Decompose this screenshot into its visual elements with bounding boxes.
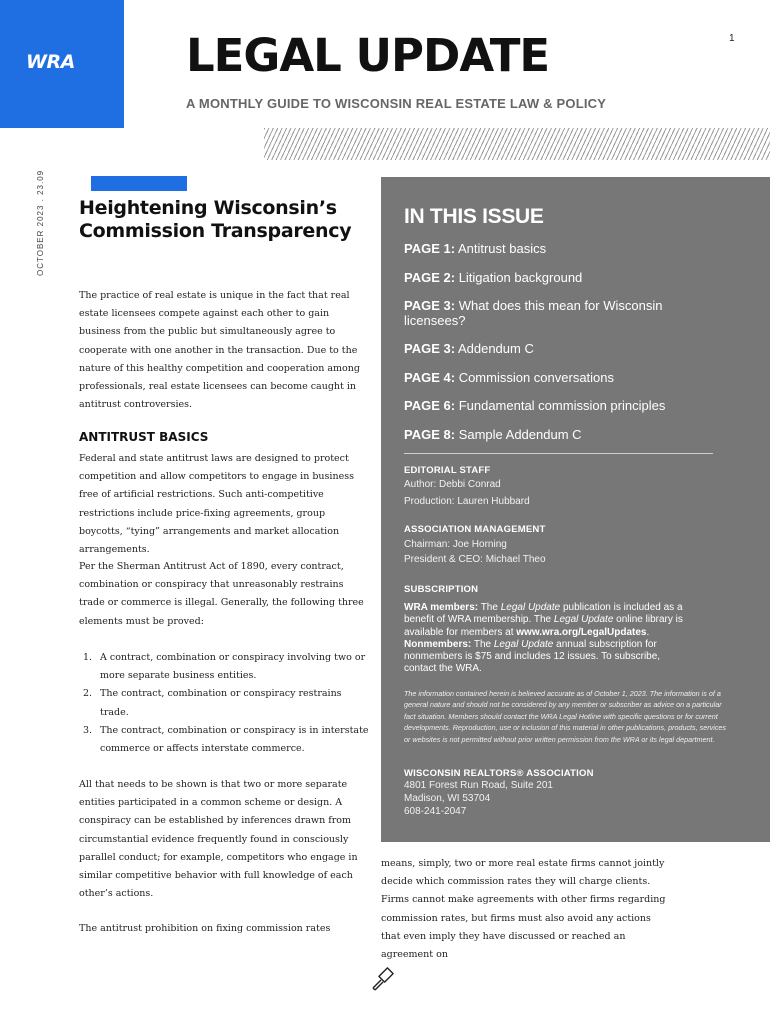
list-number: 1. bbox=[83, 652, 93, 663]
toc-item[interactable] bbox=[404, 427, 694, 442]
divider bbox=[404, 453, 713, 454]
members-label: WRA members: bbox=[404, 602, 479, 613]
nonmembers-text: annual subscription for nonmembers is $75 and includes 12 issues. To subscribe, contact the WRA. bbox=[404, 638, 661, 675]
list-text: The contract, combination or conspiracy is in interstate commerce or affects interstate commerce. bbox=[100, 724, 369, 755]
toc-label: Sample Addendum C bbox=[458, 427, 582, 442]
gavel-icon bbox=[370, 966, 398, 994]
address-line-2: Madison, WI 53704 bbox=[404, 793, 491, 804]
toc-label: What does this mean for Wisconsin licensees? bbox=[404, 298, 663, 328]
publication-name: Legal Update bbox=[553, 614, 614, 626]
publication-name: Legal Update bbox=[500, 602, 561, 613]
sherman-paragraph: Per the Sherman Antitrust Act of 1890, every contract, combination or conspiracy that unreasonably restrains trade or commerce is illegal. Generally, the following three elements must be proved: bbox=[79, 561, 364, 627]
toc-page: PAGE 3: bbox=[404, 298, 456, 313]
list-text: The contract, combination or conspiracy restrains trade. bbox=[100, 688, 342, 718]
toc-label: Fundamental commission principles bbox=[458, 398, 666, 413]
toc-label: Antitrust basics bbox=[457, 241, 547, 256]
association-heading: ASSOCIATION MANAGEMENT bbox=[404, 524, 546, 535]
president-line: President & CEO: Michael Theo bbox=[404, 554, 546, 565]
publication-name: Legal Update bbox=[493, 638, 554, 650]
members-text: publication is included as a benefit of WRA membership. The bbox=[404, 602, 683, 626]
evidence-paragraph: All that needs to be shown is that two or more separate entities participated in a common scheme or design. A conspiracy can be established by inferences drawn from circumstantial evidence frequently found in consciously parallel conduct; for example, competitors who engage in similar competitive behavior with full knowledge of each other’s actions. bbox=[79, 779, 358, 900]
toc-label: Litigation background bbox=[458, 270, 583, 285]
chairman-line: Chairman: Joe Horning bbox=[404, 539, 507, 550]
toc-page: PAGE 4: bbox=[404, 370, 456, 385]
logo-block bbox=[0, 0, 124, 128]
author-line: Author: Debbi Conrad bbox=[404, 479, 501, 490]
toc-item[interactable] bbox=[404, 241, 694, 256]
toc-item[interactable] bbox=[404, 341, 694, 356]
article-title: Heightening Wisconsin’s Commission Transparency bbox=[79, 197, 352, 242]
masthead-subtitle: A MONTHLY GUIDE TO WISCONSIN REAL ESTATE LAW & POLICY bbox=[186, 96, 607, 111]
toc-page: PAGE 3: bbox=[404, 341, 456, 356]
hatch-divider bbox=[264, 128, 770, 160]
members-text: The bbox=[480, 602, 498, 613]
continuation-paragraph: means, simply, two or more real estate firms cannot jointly decide which commission rates they will charge clients. Firms cannot make agreements with other firms regarding commission rates, but firms must also avoid any actions that even imply they have discussed or reached an agreement on bbox=[381, 858, 666, 961]
elements-list bbox=[79, 649, 369, 758]
toc-item[interactable] bbox=[404, 298, 694, 328]
toc-page: PAGE 1: bbox=[404, 241, 456, 256]
page-number: 1 bbox=[729, 33, 735, 44]
nonmembers-label: Nonmembers: bbox=[404, 638, 472, 650]
production-line: Production: Lauren Hubbard bbox=[404, 496, 530, 507]
subscription-heading: SUBSCRIPTION bbox=[404, 584, 479, 595]
list-text: A contract, combination or conspiracy involving two or more separate business entities. bbox=[100, 652, 366, 682]
issue-date: OCTOBER 2023 . 23.09 bbox=[36, 169, 45, 276]
list-number: 2. bbox=[83, 688, 93, 700]
members-text: online library is available for members at bbox=[404, 614, 683, 638]
toc-item[interactable] bbox=[404, 270, 694, 285]
toc-page: PAGE 8: bbox=[404, 427, 456, 442]
toc-item[interactable] bbox=[404, 398, 694, 413]
masthead-title: LEGAL UPDATE bbox=[186, 29, 550, 82]
fixing-paragraph: The antitrust prohibition on fixing commission rates bbox=[79, 923, 331, 934]
antitrust-paragraph: Federal and state antitrust laws are designed to protect competition and allow competitors to engage in business free of artificial restrictions. Such anti-competitive restrictions include price-fixing agreements, group boycotts, “tying” arrangements and market allocation arrangements. bbox=[79, 453, 354, 556]
toc-page: PAGE 6: bbox=[404, 398, 456, 413]
org-name: WISCONSIN REALTORS® ASSOCIATION bbox=[404, 768, 594, 779]
legal-updates-link[interactable]: www.wra.org/LegalUpdates bbox=[516, 626, 647, 638]
list-number: 3. bbox=[83, 724, 93, 736]
wra-logo: WRA bbox=[26, 51, 75, 73]
editorial-heading: EDITORIAL STAFF bbox=[404, 465, 491, 476]
nonmembers-text: The bbox=[473, 638, 492, 650]
sidebar-title: IN THIS ISSUE bbox=[404, 205, 544, 228]
disclaimer: The information contained herein is believed accurate as of October 1, 2023. The information is of a general nature and should not be considered by any member or subscriber as advice on a particular fact situation. Members should contact the WRA Legal Hotline with specific questions or for current developments. Reproduction, use or inclusion of this material in other publications, products, services or websites is not permitted without prior written permission from the WRA or its legal department. bbox=[404, 689, 727, 744]
phone: 608-241-2047 bbox=[404, 806, 467, 817]
intro-paragraph: The practice of real estate is unique in the fact that real estate licensees compete against each other to gain business from the public but simultaneously agree to cooperate with one another in the transaction. Due to the nature of this healthy competition and cooperation among professionals, real estate licensees can become caught in antitrust controversies. bbox=[79, 290, 360, 411]
list-item bbox=[79, 649, 369, 685]
subscription-text: WRA members: The Legal Update publication is included as a benefit of WRA membership. The Legal Update online library is available for members at www.wra.org/LegalUpdates. Nonmembers: The Legal Update annual subscription for nonmembers is $75 and includes 12 issues. To subscribe, contact the WRA. bbox=[404, 602, 683, 675]
list-item bbox=[79, 722, 369, 758]
in-this-issue-sidebar bbox=[381, 177, 770, 842]
toc-item[interactable] bbox=[404, 370, 694, 385]
address-line-1: 4801 Forest Run Road, Suite 201 bbox=[404, 780, 553, 791]
list-item bbox=[79, 685, 369, 721]
toc-label: Commission conversations bbox=[458, 370, 615, 385]
accent-bar bbox=[91, 176, 187, 191]
toc-label: Addendum C bbox=[457, 341, 534, 356]
section-heading: ANTITRUST BASICS bbox=[79, 430, 209, 444]
toc-page: PAGE 2: bbox=[404, 270, 456, 285]
